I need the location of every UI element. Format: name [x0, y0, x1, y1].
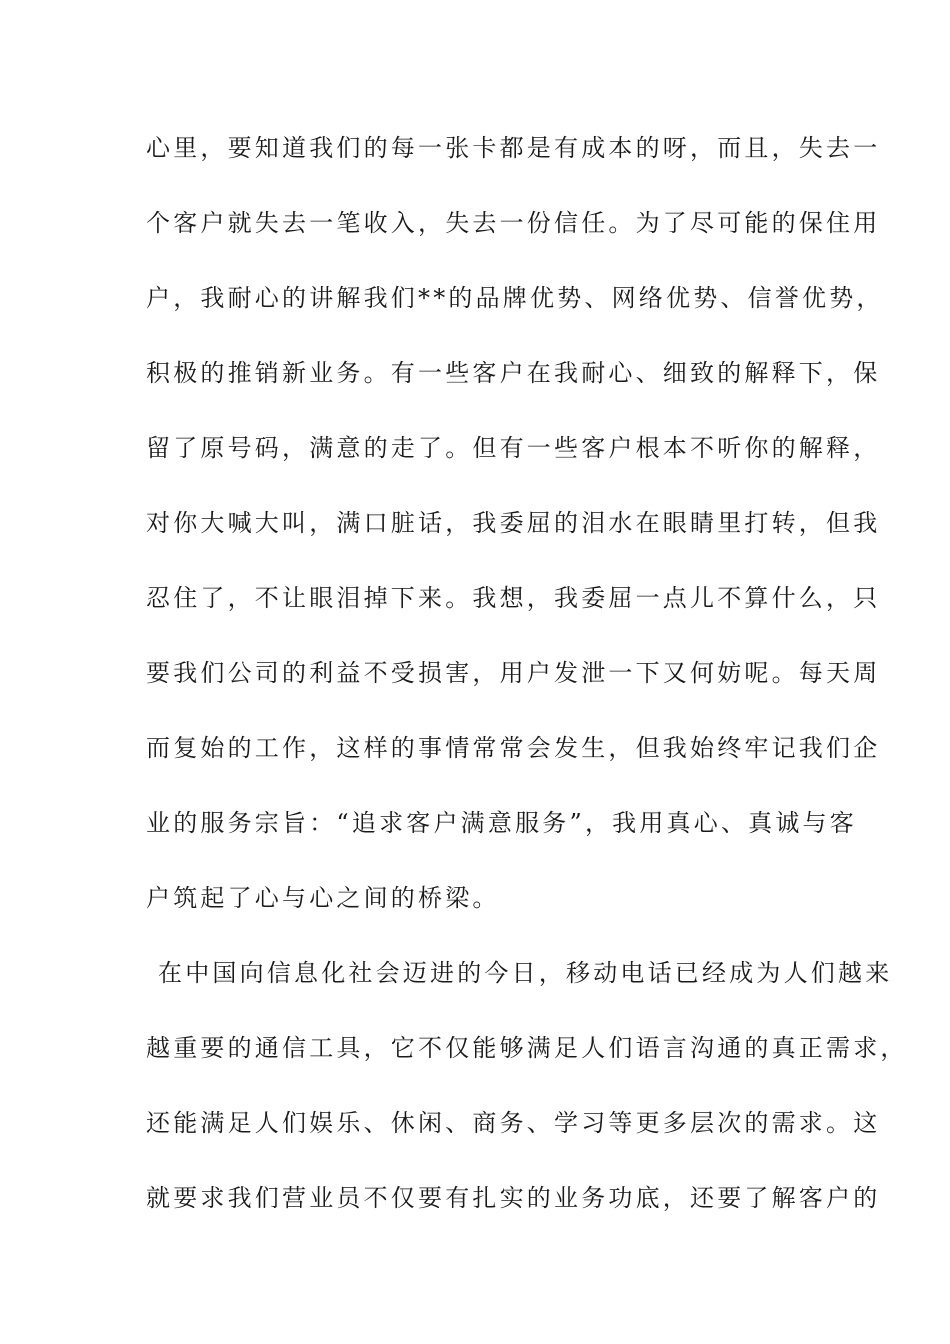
text-line: 越重要的通信工具，它不仅能够满足人们语言沟通的真正需求， — [146, 1034, 908, 1062]
text-line: 业的服务宗旨：“追求客户满意服务”，我用真心、真诚与客 — [146, 809, 857, 837]
text-line: 还能满足人们娱乐、休闲、商务、学习等更多层次的需求。这 — [146, 1109, 881, 1137]
text-line: 户，我耐心的讲解我们**的品牌优势、网络优势、信誉优势， — [146, 284, 884, 312]
text-line: 在中国向信息化社会迈进的今日，移动电话已经成为人们越来 — [158, 959, 893, 987]
text-line: 留了原号码，满意的走了。但有一些客户根本不听你的解释， — [146, 434, 881, 462]
text-line: 就要求我们营业员不仅要有扎实的业务功底，还要了解客户的 — [146, 1184, 881, 1212]
text-line: 心里，要知道我们的每一张卡都是有成本的呀，而且，失去一 — [146, 134, 881, 162]
text-line: 对你大喊大叫，满口脏话，我委屈的泪水在眼睛里打转，但我 — [146, 509, 881, 537]
text-line: 要我们公司的利益不受损害，用户发泄一下又何妨呢。每天周 — [146, 659, 881, 687]
text-line: 而复始的工作，这样的事情常常会发生，但我始终牢记我们企 — [146, 734, 881, 762]
text-line: 个客户就失去一笔收入，失去一份信任。为了尽可能的保住用 — [146, 209, 881, 237]
document-body — [146, 122, 908, 1247]
text-line: 忍住了，不让眼泪掉下来。我想，我委屈一点儿不算什么，只 — [146, 584, 881, 612]
text-line: 户筑起了心与心之间的桥梁。 — [146, 884, 500, 912]
text-line: 积极的推销新业务。有一些客户在我耐心、细致的解释下，保 — [146, 359, 881, 387]
